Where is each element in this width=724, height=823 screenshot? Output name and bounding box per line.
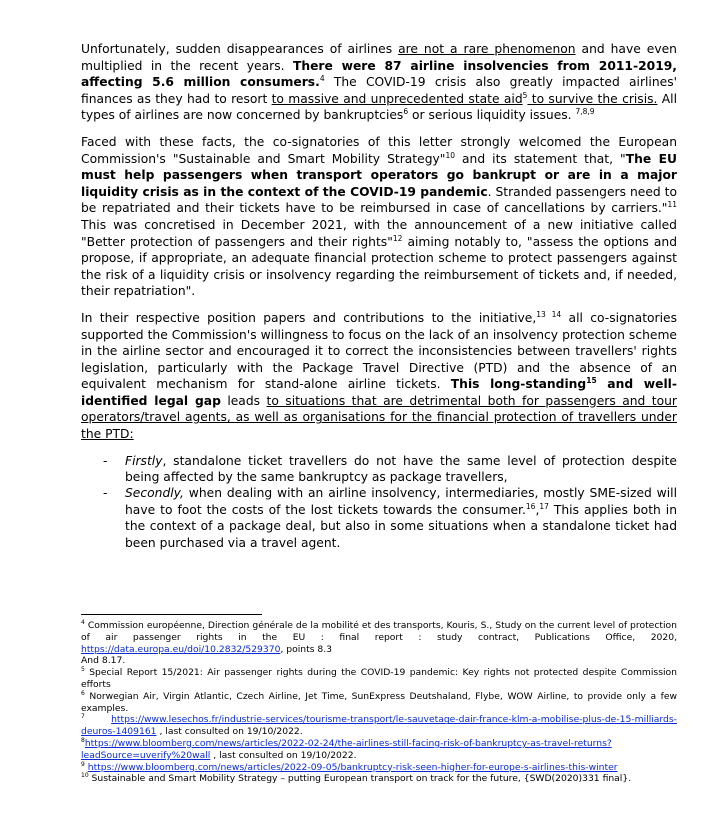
footnote-ref[interactable]: 12 [392,233,403,243]
list-item [81,453,677,486]
text: All types of airlines are now concerned by bankruptcies [81,91,678,123]
text: are not a rare phenomenon [398,42,576,56]
text: to massive and unprecedented state aid [271,91,523,106]
footnote-6 [81,691,677,715]
footnote-ref[interactable]: 15 [586,376,597,386]
footnote-ref[interactable]: 17 [539,501,549,511]
footnote-separator [81,614,262,615]
footnote-ref[interactable]: 4 [319,74,325,84]
footnotes [81,620,677,785]
footnote-7 [81,714,677,738]
text: to survive the crisis. [527,91,658,106]
text: Norwegian Air, Virgin Atlantic, Czech Airline, Jet Time, SunExpress Deutshaland, Flybe, WOW Airline, to provide only a few examples. [81,690,677,714]
footnote-link[interactable]: https://www.bloomberg.com/news/articles/2022-09-05/bankruptcy-risk-seen-higher-for-europe-s-airlines-this-winter [87,761,618,773]
text: all co-signatories supported the Commission's willingness to focus on the lack of an insolvency protection scheme in the airline sector and encouraged it to correct the inconsistencies between travellers' rights legislation, particularly with the Package Travel Directive (PTD) and the absence of an equivalent mechanism for stand-alone airline tickets. [81,310,677,392]
emphasis: Firstly [125,453,163,468]
text: , last consulted on 19/10/2022. [156,726,303,738]
text: , points 8.3 [280,643,333,655]
footnote-10 [81,773,677,785]
text: or serious liquidity issues. [408,108,576,123]
footnote-4 [81,620,677,667]
text: The COVID-19 crisis also greatly impacted airlines' finances as they had to resort [81,75,677,106]
footnote-ref[interactable]: 11 [667,200,677,210]
text: and its statement that, " [454,151,626,166]
footnote-number: 5 [81,666,85,674]
text: This applies both in the context of a package deal, but also in some situations when a standalone ticket had been purchased via a travel agent. [125,502,677,550]
text: In their respective position papers and contributions to the initiative, [81,310,537,325]
text: Faced with these facts, the co-signatories of this letter strongly welcomed the European Commission's "Sustainable and Smart Mobility Strategy" [81,134,677,166]
footnote-ref[interactable]: 5 [522,90,528,100]
footnote-number: 7 [81,713,85,721]
text: to situations that are detrimental both for passengers and tour operators/travel agents, as well as organisations for the financial protection of travellers under the PTD: [81,393,677,442]
document-body [81,41,677,551]
emphasis: Secondly, [125,486,184,501]
paragraph-strategy [81,134,677,300]
footnote-ref[interactable]: 7,8,9 [575,107,595,117]
bold-text: There were 87 airline insolvencies from 2011-2019, affecting 5.6 million consumers. [81,58,677,90]
bullet-list [81,453,677,551]
footnote-number: 6 [81,689,85,697]
list-item [81,485,677,551]
text: . Stranded passengers need to be repatriated and their tickets have to be reimbursed in case of cancellations by carriers." [81,184,678,216]
footnote-link[interactable]: https://www.bloomberg.com/news/articles/2022-02-24/the-airlines-still-facing-risk-of-bankruptcy-as-travel-returns?leadSource=uverify%20wall [81,737,612,761]
footnote-8 [81,738,677,762]
text: Sustainable and Smart Mobility Strategy – putting European transport on track for the future, {SWD(2020)331 final}. [88,773,632,785]
footnote-ref[interactable]: 16 [525,501,536,511]
dash-bullet: - [103,486,108,501]
text: Unfortunately, sudden disappearances of airlines [81,42,399,56]
footnote-link[interactable]: https://data.europa.eu/doi/10.2832/529370 [81,643,281,655]
footnote-number: 9 [81,760,85,768]
footnote-number: 8 [81,736,85,744]
footnote-ref[interactable]: 10 [445,150,455,160]
text: Commission européenne, Direction générale de la mobilité et des transports, Kouris, S., Study on the current level of protection of air passenger rights in the EU : final report : study contract, Publications Office, 2020, [81,620,677,643]
footnote-ref[interactable]: 13 14 [536,309,562,319]
footnote-9 [81,762,677,774]
footnote-number: 10 [81,772,89,780]
bold-text: This long-standing [450,377,587,392]
footnote-link[interactable]: https://www.lesechos.fr/industrie-services/tourisme-transport/le-sauvetage-dair-france-klm-a-mobilise-plus-de-15-milliards-deuros-1409161 [81,714,677,738]
text: aiming notably to, "assess the options and propose, if appropriate, an adequate financial protection scheme to protect passengers against the risk of a liquidity crisis or insolvency regarding the reimbursement of tickets and, if needed, their repatriation". [81,234,677,299]
footnote-ref[interactable]: 6 [403,107,409,117]
text: and have even multiplied in the recent years. [81,42,677,73]
text: Special Report 15/2021: Air passenger rights during the COVID-19 pandemic: Key rights not protected despite Commission efforts [81,667,677,690]
text: , standalone ticket travellers do not have the same level of protection despite being affected by the same bankruptcy as package travellers, [125,453,677,485]
bold-text: and well-identified legal gap [81,377,677,408]
paragraph-insolvencies [81,41,677,124]
footnote-number: 4 [81,619,85,626]
text: This was concretised in December 2021, with the announcement of a new initiative called "Better protection of passengers and their rights" [81,217,677,249]
bold-text: The EU must help passengers when transport operators go bankrupt or are in a major liquidity crisis as in the context of the COVID-19 pandemic [81,151,677,199]
paragraph-position-papers [81,310,677,443]
text: leads [220,393,267,408]
text: when dealing with an airline insolvency, intermediaries, mostly SME-sized will have to foot the costs of the lost tickets towards the consumer. [125,486,677,517]
text: , [535,502,540,517]
footnote-5 [81,667,677,691]
dash-bullet: - [103,453,108,468]
text: , last consulted on 19/10/2022. [210,749,357,761]
text: And 8.17. [81,655,126,667]
